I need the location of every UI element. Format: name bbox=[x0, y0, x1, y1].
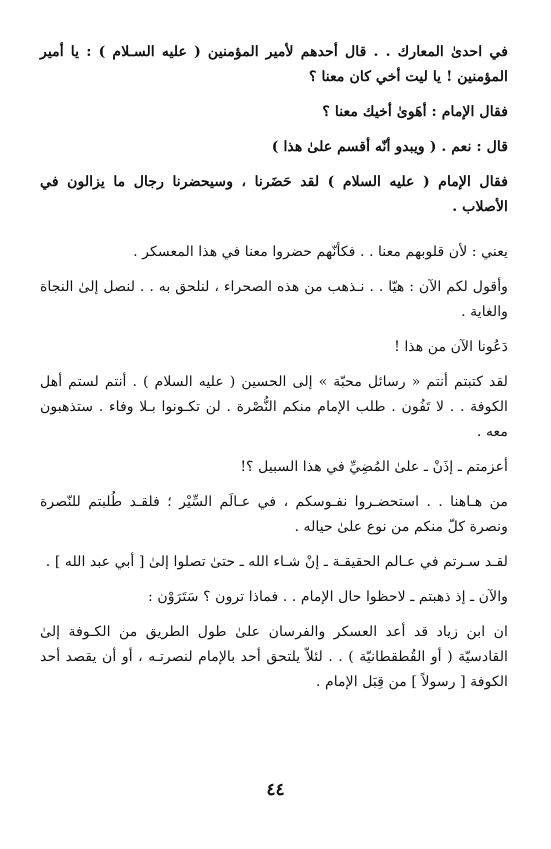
paragraph-13: ان ابن زياد قد أعد العسكر والفرسان علىٰ طول الطريق من الكـوفة إلىٰ القادسيّة ( أو القُطقطانيّة ) . . لئلاّ يلتحق أحد بالإمام لنصرتـه ، أو أن يقصد أحد الكوفة [ رسولاً ] من قِبَل الإمام . bbox=[40, 624, 508, 690]
paragraph-1: في احدىٰ المعارك . . قال أحدهم لأمير المؤمنين ( عليه السـلام ) : يا أمير المؤمنين ! يا ليت أخي كان معنا ؟ bbox=[40, 44, 508, 85]
paragraph-9: أعزمتم ـ إذَنْ ـ علىٰ المُضِيِّ في هذا السبيل ؟! bbox=[240, 459, 508, 475]
page-number: ٤٤ bbox=[266, 780, 285, 800]
paragraph-2: فقال الإمام : أهَوىٰ أخيك معنا ؟ bbox=[322, 104, 508, 120]
paragraph-10: من هـاهنا . . استحضـروا نفـوسكم ، في عـالَم السِّيْر ؛ فلقـد طُلبتم للنّصرة ونصرة كلّ منكم من نوع علىٰ حياله . bbox=[40, 494, 508, 535]
paragraph-7: دَعُونا الآن من هذا ! bbox=[394, 339, 508, 355]
paragraph-4: فقال الإمام ( عليه السلام ) لقد حَضَرنا ، وسيحضرنا رجال ما يزالون في الأصلاب . bbox=[40, 174, 508, 215]
paragraph-11: لقـد سـرتم في عـالم الحقيقـة ـ إنْ شـاء الله ـ حتىٰ تصلوا إلىٰ [ أبي عبد الله ] . bbox=[45, 554, 508, 570]
body-text bbox=[40, 40, 508, 705]
paragraph-8: لقد كتبتم أنتم « رسائل محبّة » إلى الحسين ( عليه السلام ) . أنتم لستم أهل الكوفة . . لا تَفُون . طلب الإمام منكم النُّصْرة . لن تكـونوا بـلا وفاء . ستذهبون معه . bbox=[40, 374, 508, 440]
paragraph-3: قال : نعم . ( ويبدو أنّه أقسم علىٰ هذا ) bbox=[271, 139, 508, 155]
paragraph-12: والآن ـ إذ ذهبتم ـ لاحظوا حال الإمام . . فماذا ترون ؟ سَتَرَوْن : bbox=[148, 589, 508, 605]
paragraph-5: يعني : لأن قلوبهم معنا . . فكأنّهم حضروا معنا في هذا المعسكر . bbox=[133, 244, 508, 260]
paragraph-6: وأقول لكم الآن : هيّا . . نـذهب من هذه الصحراء ، لنلحق به . . لنصل إلىٰ النجاة والغاية . bbox=[40, 279, 508, 320]
